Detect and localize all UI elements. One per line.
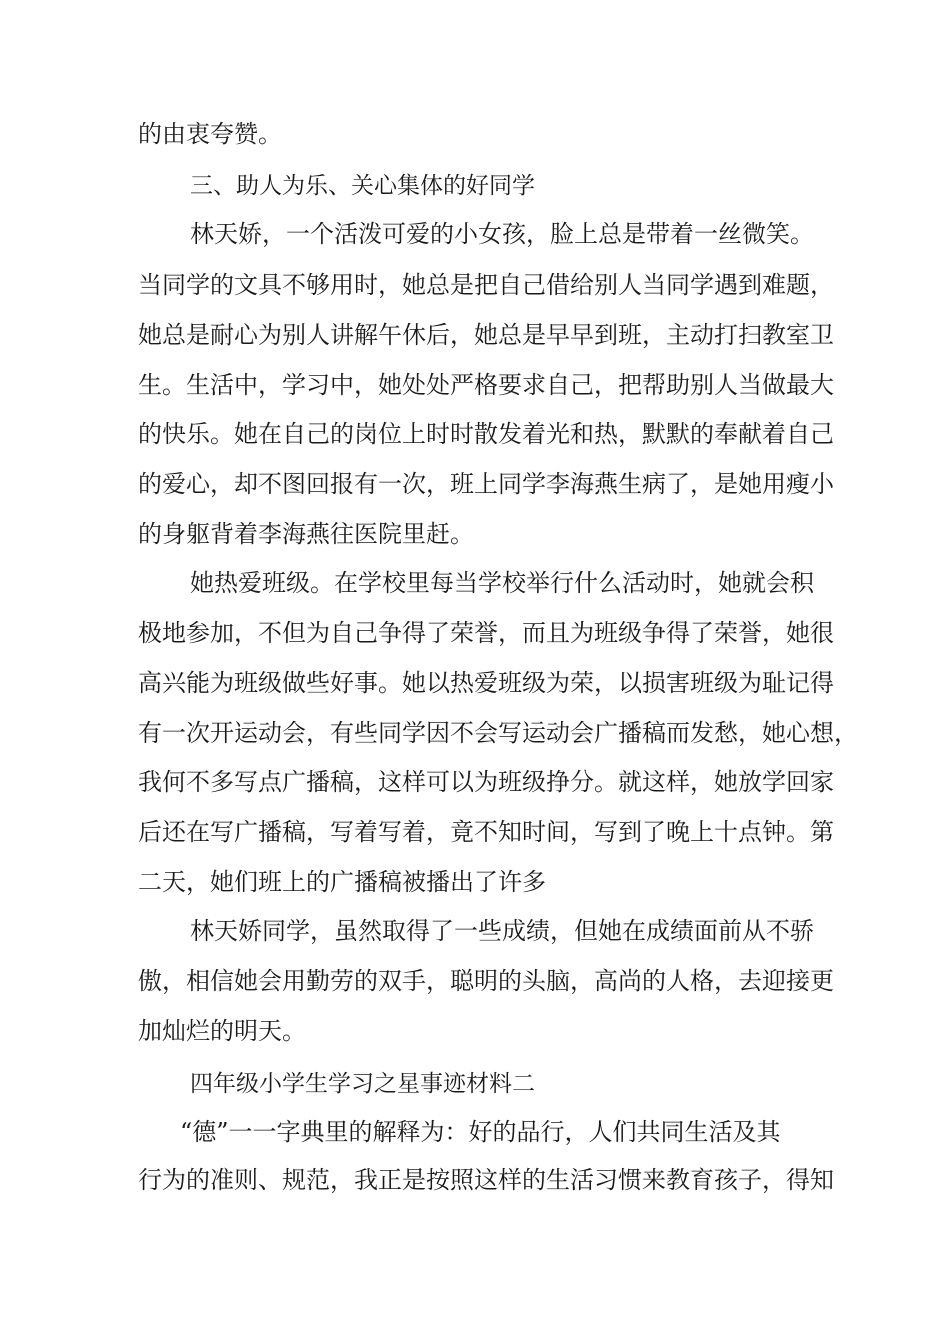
text-line: 加灿烂的明天。 bbox=[138, 1017, 306, 1045]
text-line: 极地参加，不但为自己争得了荣誉，而且为班级争得了荣誉，她很 bbox=[138, 619, 834, 647]
section-heading: 四年级小学生学习之星事迹材料二 bbox=[190, 1071, 535, 1097]
text-line: 我何不多写点广播稿，这样可以为班级挣分。就这样，她放学回家 bbox=[138, 768, 834, 796]
text-line: 有一次开运动会，有些同学因不会写运动会广播稿而发愁，她心想， bbox=[138, 719, 858, 747]
text-line: 的身躯背着李海燕往医院里赶。 bbox=[138, 520, 474, 548]
text-line: 的由衷夸赞。 bbox=[138, 120, 282, 148]
text-line: 她总是耐心为别人讲解午休后，她总是早早到班，主动打扫教室卫 bbox=[138, 321, 834, 349]
text-line: 林天娇同学，虽然取得了一些成绩，但她在成绩面前从不骄 bbox=[190, 917, 814, 945]
text-line: 二天，她们班上的广播稿被播出了许多 bbox=[138, 868, 546, 896]
text-line: 的爱心，却不图回报有一次，班上同学李海燕生病了，是她用瘦小 bbox=[138, 470, 834, 498]
text-line: 的快乐。她在自己的岗位上时时散发着光和热，默默的奉献着自己 bbox=[138, 420, 834, 448]
text-line: 当同学的文具不够用时，她总是把自己借给别人当同学遇到难题， bbox=[138, 271, 834, 299]
text-line: 她热爱班级。在学校里每当学校举行什么活动时，她就会积 bbox=[190, 569, 814, 597]
section-heading: 三、助人为乐、关心集体的好同学 bbox=[190, 173, 535, 199]
text-line: 高兴能为班级做些好事。她以热爱班级为荣，以损害班级为耻记得 bbox=[138, 669, 834, 697]
text-line: “德”一一字典里的解释为：好的品行，人们共同生活及其 bbox=[180, 1118, 781, 1146]
text-line: 傲，相信她会用勤劳的双手，聪明的头脑，高尚的人格，去迎接更 bbox=[138, 967, 834, 995]
text-line: 林天娇，一个活泼可爱的小女孩，脸上总是带着一丝微笑。 bbox=[190, 220, 814, 248]
text-line: 生。生活中，学习中，她处处严格要求自己，把帮助别人当做最大 bbox=[138, 371, 834, 399]
text-line: 行为的准则、规范，我正是按照这样的生活习惯来教育孩子，得知 bbox=[138, 1166, 834, 1194]
text-line: 后还在写广播稿，写着写着，竟不知时间，写到了晚上十点钟。第 bbox=[138, 818, 834, 846]
